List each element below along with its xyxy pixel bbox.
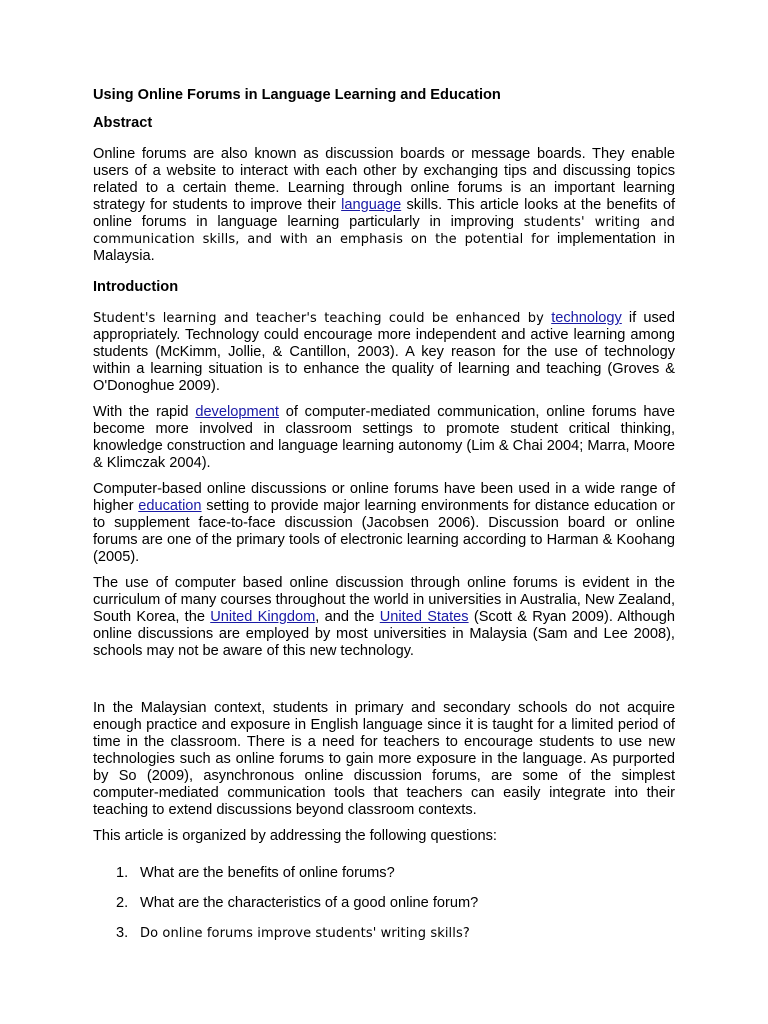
link-education[interactable]: education — [138, 498, 202, 514]
abstract-text-1: Online forums are also known as discussion boards or message boards. They enable users of a website to interact with each other by exchanging tips and discussing topics related to a certain theme. Learning through online forums is an important learning strategy for students to improve their — [93, 146, 675, 213]
question-text: What are the characteristics of a good online forum? — [140, 895, 479, 911]
p1-text-2: if used appropriately. Technology could encourage more independent and active learning among students (McKimm, Jollie, & Cantillon, 2003). A key reason for the use of technology within a learning situation is to enhance the quality of learning and teaching (Groves & O'Donoghue 2009). — [93, 310, 675, 394]
p2-text-2: of computer-mediated communication, online forums have become more involved in classroom settings to promote student critical thinking, knowledge construction and language learning autonomy (Lim & Chai 2004; Marra, Moore & Klimczak 2004). — [93, 404, 675, 471]
list-item — [116, 895, 675, 912]
document-page — [93, 87, 675, 955]
abstract-text-3: students' writing and communication skills, and with an emphasis on the potential for — [93, 215, 676, 247]
questions-list — [93, 865, 675, 942]
p4-text-2: , and the — [315, 609, 380, 625]
question-number: 1. — [116, 865, 129, 881]
question-text: What are the benefits of online forums? — [140, 865, 395, 881]
list-item — [116, 925, 675, 942]
abstract-heading: Abstract — [93, 115, 153, 131]
link-development[interactable]: development — [195, 404, 279, 420]
intro-paragraph-2 — [93, 404, 675, 472]
intro-paragraph-5: In the Malaysian context, students in primary and secondary schools do not acquire enough practice and exposure in English language since it is taught for a limited period of time in the classroom. There is a need for teachers to encourage students to use new technologies such as online forums to gain more exposure in the language. As purported by So (2009), asynchronous online discussion forums, are some of the simplest computer-mediated communication tools that teachers can easily integrate into their teaching to extend discussions beyond classroom contexts. — [93, 700, 675, 818]
p3-text-2: setting to provide major learning environments for distance education or to supplement face-to-face discussion (Jacobsen 2006). Discussion board or online forums are one of the primary tools of electronic learning according to Harman & Koohang (2005). — [93, 498, 675, 565]
introduction-heading: Introduction — [93, 279, 179, 295]
p2-text-1: With the rapid — [93, 404, 196, 420]
question-number: 3. — [116, 925, 129, 941]
intro-paragraph-6: This article is organized by addressing the following questions: — [93, 828, 497, 844]
abstract-text-2: skills. This article looks at the benefits of online forums in language learning particularly in improving — [93, 197, 676, 230]
p3-text-1: Computer-based online discussions or online forums have been used in a wide range of higher — [93, 481, 675, 514]
abstract-paragraph — [93, 146, 675, 265]
document-title: Using Online Forums in Language Learning and Education — [93, 87, 501, 103]
intro-paragraph-4 — [93, 575, 675, 660]
question-number: 2. — [116, 895, 129, 911]
intro-paragraph-3 — [93, 481, 675, 566]
question-text: Do online forums improve students' writing skills? — [140, 926, 470, 941]
link-united-states[interactable]: United States — [379, 609, 469, 625]
list-item — [116, 865, 675, 882]
abstract-text-4: implementation in Malaysia. — [93, 231, 675, 264]
p4-text-3: (Scott & Ryan 2009). Although online discussions are employed by most universities in Malaysia (Sam and Lee 2008), schools may not be aware of this new technology. — [93, 609, 675, 659]
link-language[interactable]: language — [341, 197, 402, 213]
p1-text-1: Student's learning and teacher's teaching could be enhanced by — [93, 311, 552, 326]
link-united-kingdom[interactable]: United Kingdom — [210, 609, 316, 625]
link-technology[interactable]: technology — [551, 310, 622, 326]
p4-text-1: The use of computer based online discussion through online forums is evident in the curriculum of many courses throughout the world in universities in Australia, New Zealand, South Korea, the — [93, 575, 675, 625]
intro-paragraph-1 — [93, 310, 675, 395]
